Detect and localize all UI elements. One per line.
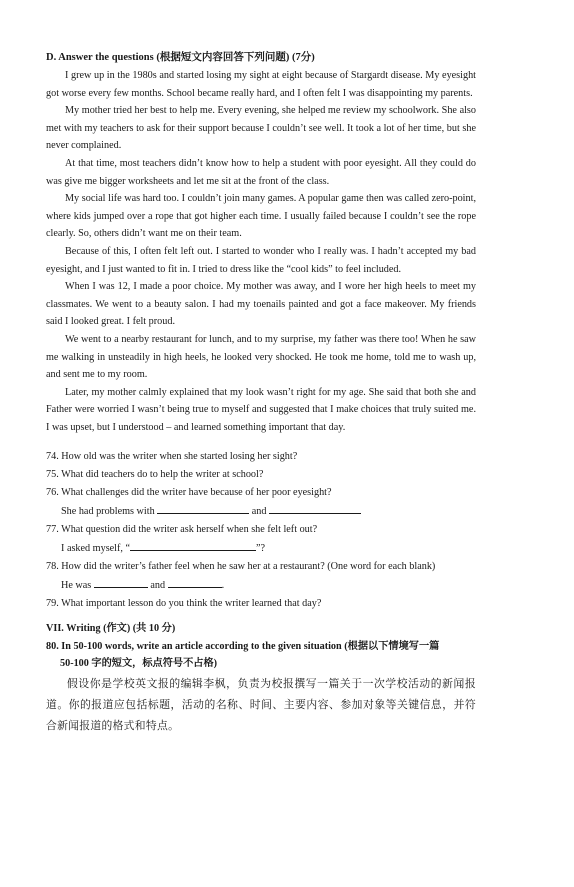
- question-78: 78. How did the writer’s father feel when he saw her at a restaurant? (One word for each blank): [46, 561, 436, 573]
- writing-section: [46, 620, 476, 737]
- writing-section-heading: VII. Writing (作文) (共 10 分): [46, 623, 176, 635]
- question-79: 79. What important lesson do you think the writer learned that day?: [46, 598, 322, 610]
- writing-prompt: 假设你是学校英文报的编辑李枫，负责为校报撰写一篇关于一次学校活动的新闻报道。你的报道应包括标题，活动的名称、时间、主要内容、参加对象等关键信息，并符合新闻报道的格式和特点。: [46, 678, 476, 733]
- reading-paragraph: Later, my mother calmly explained that my look wasn’t right for my age. She said that both she and Father were worried I wasn’t being true to myself and suggested that I make choices that truly suited me. I was upset, but I understood – and learned something important that day.: [46, 386, 476, 433]
- question-78-answer-line: [61, 576, 476, 595]
- answer-prefix: He was: [61, 580, 92, 592]
- answer-prefix: I asked myself, “: [61, 543, 131, 555]
- answer-blank[interactable]: [157, 502, 249, 514]
- answer-suffix: .: [221, 580, 225, 592]
- reading-paragraph: I grew up in the 1980s and started losing my sight at eight because of Stargardt disease. My eyesight got worse every few months. School became really hard, and I often felt I was disappointing my parents.: [46, 70, 476, 99]
- reading-paragraph: When I was 12, I made a poor choice. My mother was away, and I wore her high heels to meet my classmates. We went to a beauty salon. I had my toenails painted and got a face makeover. My friends said I looked great. I felt proud.: [46, 281, 476, 328]
- question-75: 75. What did teachers do to help the writer at school?: [46, 469, 264, 481]
- answer-blank[interactable]: [269, 502, 361, 514]
- answer-prefix: She had problems with: [61, 506, 155, 518]
- answer-connector: and: [150, 580, 166, 592]
- exam-page: [46, 50, 476, 737]
- question-77: 77. What question did the writer ask herself when she felt left out?: [46, 524, 318, 536]
- question-74: 74. How old was the writer when she started losing her sight?: [46, 451, 298, 463]
- reading-paragraph: Because of this, I often felt left out. I started to wonder who I really was. I hadn’t accepted my bad eyesight, and I just wanted to fit in. I tried to dress like the “cool kids” to feel included.: [46, 245, 476, 275]
- reading-paragraph: My social life was hard too. I couldn’t join many games. A popular game then was called zero-point, where kids jumped over a rope that got higher each time. I usually failed because I couldn’t see the rope clearly. So, others didn’t want me on their team.: [46, 193, 476, 240]
- answer-connector: and: [251, 506, 267, 518]
- question-76: 76. What challenges did the writer have because of her poor eyesight?: [46, 487, 332, 499]
- reading-paragraph: We went to a nearby restaurant for lunch, and to my surprise, my father was there too! When he saw me walking in unsteadily in high heels, he looked very shocked. He took me home, told me to wash up, and sent me to my room.: [46, 333, 476, 381]
- writing-task-line-1: 80. In 50-100 words, write an article according to the given situation (根据以下情境写一篇: [46, 641, 440, 653]
- question-77-answer-line: [61, 539, 476, 558]
- reading-paragraph: My mother tried her best to help me. Every evening, she helped me review my schoolwork. She also met with my teachers to ask for their support because I couldn’t see well. It took a lot of her time, but she never complained.: [46, 105, 476, 152]
- questions-list: [46, 448, 476, 613]
- answer-blank[interactable]: [130, 539, 256, 551]
- answer-blank[interactable]: [168, 576, 222, 588]
- reading-section-heading: D. Answer the questions (根据短文内容回答下列问题) (7分): [46, 52, 315, 63]
- answer-suffix: ”?: [256, 543, 266, 555]
- writing-task-line-2: 50-100 字的短文，标点符号不占格): [60, 658, 218, 670]
- question-76-answer-line: [61, 502, 476, 521]
- reading-paragraph: At that time, most teachers didn’t know how to help a student with poor eyesight. All they could do was give me bigger worksheets and let me sit at the front of the class.: [46, 157, 476, 187]
- answer-blank[interactable]: [94, 576, 148, 588]
